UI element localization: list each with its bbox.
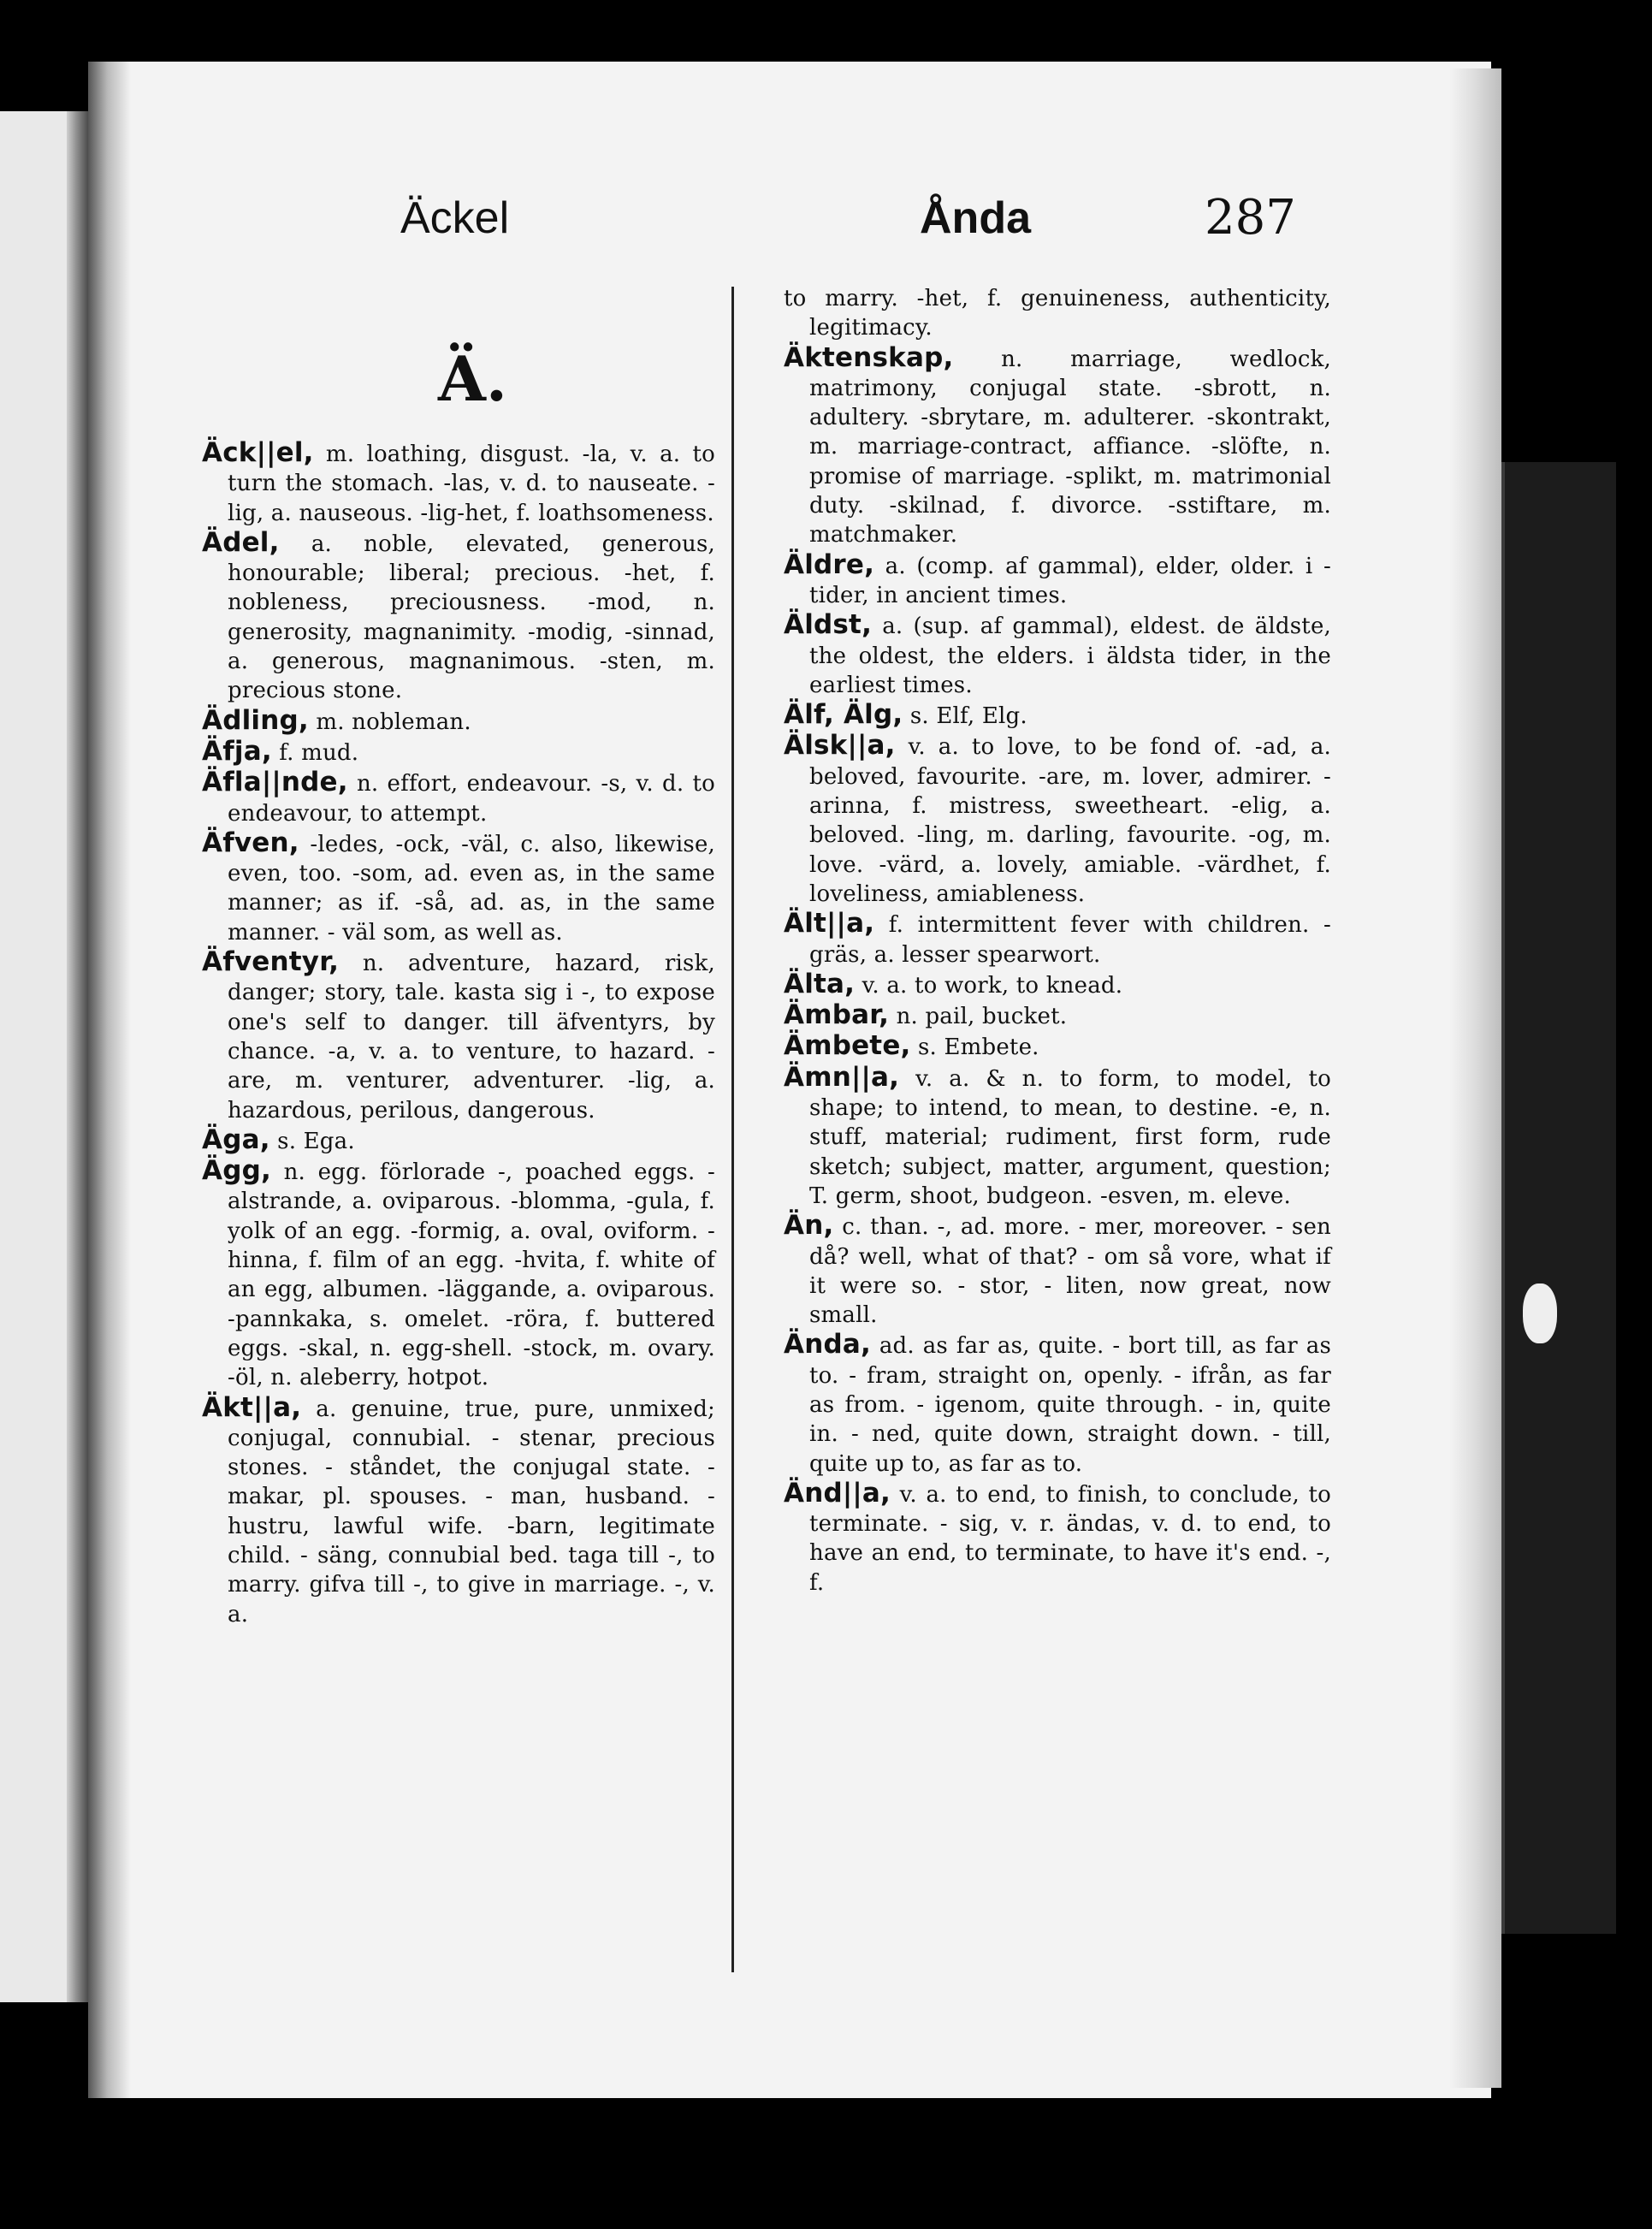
entry-definition: a. (sup. af gammal), eldest. de äldste, the oldest, the elders. i äldsta tider, in the earliest times. bbox=[809, 614, 1331, 698]
dictionary-entry bbox=[784, 969, 1331, 1000]
paper-damage bbox=[1523, 1283, 1557, 1343]
entry-headword: Äfla||nde, bbox=[202, 767, 348, 798]
dictionary-entry bbox=[784, 731, 1331, 909]
left-running-head: Äckel bbox=[400, 193, 510, 243]
page-number: 287 bbox=[1205, 190, 1296, 246]
left-column bbox=[202, 438, 715, 1629]
dictionary-entry bbox=[202, 737, 715, 768]
entry-headword: Älta, bbox=[784, 968, 856, 999]
entry-definition: a. noble, elevated, generous, honourable; liberal; precious. -het, f. nobleness, preciousness. -mod, n. generosity, magnanimity. -modig, -sinnad, a. generous, magnanimous. -sten, m. precious stone. bbox=[228, 531, 715, 704]
book-cover bbox=[1501, 462, 1616, 1934]
entry-definition: n. pail, bucket. bbox=[896, 1004, 1068, 1030]
page-edge-stack bbox=[1450, 68, 1501, 2088]
entry-headword: Äfven, bbox=[202, 827, 299, 858]
entry-definition: v. a. to end, to finish, to conclude, to terminate. - sig, v. r. ändas, v. d. to end, to have an end, to terminate, to have it's end. -, f. bbox=[809, 1481, 1331, 1596]
entry-definition: ad. as far as, quite. - bort till, as far as to. - fram, straight on, openly. - ifrån, as far as from. - igenom, quite through. - in, quite in. - ned, quite down, straight down. - till, quite up to, as far as to. bbox=[809, 1333, 1331, 1477]
dictionary-entry bbox=[202, 438, 715, 528]
dictionary-entry bbox=[784, 909, 1331, 969]
dictionary-entry bbox=[202, 528, 715, 706]
entry-headword: Ält||a, bbox=[784, 908, 875, 940]
dictionary-entry bbox=[784, 1031, 1331, 1062]
entry-headword: Ägg, bbox=[202, 1155, 271, 1187]
entry-definition: s. Elf, Elg. bbox=[909, 703, 1027, 730]
entry-definition: v. a. to work, to knead. bbox=[862, 972, 1123, 999]
dictionary-entry bbox=[202, 1393, 715, 1629]
entry-headword: Äfventyr, bbox=[202, 946, 340, 978]
entry-definition: v. a. to love, to be fond of. -ad, a. beloved, favourite. -are, m. lover, admirer. -arinna, f. mistress, sweetheart. -elig, a. beloved. -ling, m. darling, favourite. -og, m. love. -värd, a. lovely, amiable. -värdhet, f. loveliness, amiableness. bbox=[809, 734, 1331, 907]
dictionary-entry bbox=[202, 768, 715, 828]
entry-headword: Ädel, bbox=[202, 526, 280, 558]
entry-headword: Älsk||a, bbox=[784, 730, 896, 762]
entry-headword: Äktenskap, bbox=[784, 341, 954, 373]
entry-headword: Ädling, bbox=[202, 704, 309, 736]
entry-definition: m. nobleman. bbox=[316, 708, 471, 735]
entry-headword: Än, bbox=[784, 1210, 834, 1242]
dictionary-entry bbox=[784, 282, 1331, 343]
entry-headword: Äldst, bbox=[784, 609, 873, 641]
entry-definition: n. marriage, wedlock, matrimony, conjugal state. -sbrott, n. adultery. -sbrytare, m. adulterer. -skontrakt, m. marriage-contract, affiance. -slöfte, n. promise of marriage. -splikt, m. matrimonial duty. -skilnad, f. divorce. -sstiftare, m. matchmaker. bbox=[809, 346, 1332, 548]
dictionary-entry bbox=[202, 1125, 715, 1156]
entry-headword: Älf, Älg, bbox=[784, 699, 903, 731]
entry-definition: s. Embete. bbox=[918, 1034, 1039, 1061]
dictionary-entry bbox=[784, 550, 1331, 611]
entry-definition: v. a. & n. to form, to model, to shape; to intend, to mean, to destine. -e, n. stuff, material; rudiment, first form, rude sketch; subject, matter, argument, question; T. germ, shoot, budgeon. -esven, m. eleve. bbox=[809, 1065, 1332, 1209]
section-letter: Ä. bbox=[438, 342, 507, 415]
entry-headword: Änd||a, bbox=[784, 1477, 891, 1509]
entry-definition: s. Ega. bbox=[277, 1128, 355, 1154]
page-gutter bbox=[88, 62, 131, 2098]
dictionary-entry bbox=[202, 947, 715, 1125]
right-column bbox=[784, 282, 1331, 1598]
dictionary-entry bbox=[784, 1000, 1331, 1031]
entry-definition: to marry. -het, f. genuineness, authenticity, legitimacy. bbox=[784, 286, 1331, 341]
dictionary-entry bbox=[202, 828, 715, 947]
entry-headword: Ämbar, bbox=[784, 999, 890, 1031]
entry-headword: Äck||el, bbox=[202, 437, 314, 468]
entry-definition: a. genuine, true, pure, unmixed; conjugal, connubial. - stenar, precious stones. - ståndet, the conjugal state. - makar, pl. spouses. - man, husband. -hustru, lawful wife. -barn, legitimate child. - säng, connubial bed. taga till -, to marry. gifva till -, to give in marriage. -, v. a. bbox=[228, 1396, 715, 1627]
entry-definition: f. intermittent fever with children. -gräs, a. lesser spearwort. bbox=[809, 912, 1332, 968]
entry-headword: Ämbete, bbox=[784, 1030, 911, 1062]
entry-headword: Ända, bbox=[784, 1329, 871, 1361]
dictionary-entry bbox=[784, 1211, 1331, 1330]
entry-headword: Ämn||a, bbox=[784, 1061, 900, 1093]
previous-page-edge bbox=[0, 111, 77, 2002]
dictionary-entry bbox=[784, 343, 1331, 550]
entry-headword: Äkt||a, bbox=[202, 1391, 302, 1423]
entry-definition: c. than. -, ad. more. - mer, moreover. - sen då? well, what of that? - om så vore, what if it were so. - stor, - liten, now great, now small. bbox=[809, 1214, 1332, 1329]
dictionary-entry bbox=[202, 706, 715, 737]
entry-definition: n. adventure, hazard, risk, danger; story, tale. kasta sig i -, to expose one's self to danger. till äfventyrs, by chance. -a, v. a. to venture, to hazard. -are, m. venturer, adventurer. -lig, a. hazardous, perilous, dangerous. bbox=[228, 951, 715, 1123]
dictionary-entry bbox=[202, 1156, 715, 1392]
right-running-head: Ånda bbox=[920, 193, 1031, 243]
dictionary-entry bbox=[784, 610, 1331, 700]
entry-definition: n. effort, endeavour. -s, v. d. to endeavour, to attempt. bbox=[228, 771, 715, 827]
dictionary-entry bbox=[784, 1063, 1331, 1211]
column-divider bbox=[731, 287, 734, 1972]
dictionary-entry bbox=[784, 1479, 1331, 1598]
entry-definition: f. mud. bbox=[279, 739, 359, 766]
entry-headword: Äga, bbox=[202, 1123, 270, 1155]
entry-definition: a. (comp. af gammal), elder, older. i - tider, in ancient times. bbox=[809, 553, 1331, 608]
dictionary-entry bbox=[784, 1330, 1331, 1478]
dictionary-entry bbox=[784, 700, 1331, 731]
entry-headword: Äfja, bbox=[202, 735, 272, 767]
entry-headword: Äldre, bbox=[784, 548, 875, 580]
entry-definition: m. loathing, disgust. -la, v. a. to turn the stomach. -las, v. d. to nauseate. -lig, a. nauseous. -lig-het, f. loathsomeness. bbox=[228, 442, 715, 526]
entry-definition: n. egg. förlorade -, poached eggs. -alstrande, a. oviparous. -blomma, -gula, f. yolk of an egg. -formig, a. oval, oviform. -hinna, f. film of an egg. -hvita, f. white of an egg, albumen. -läggande, a. oviparous. -pannkaka, s. omelet. -röra, f. buttered eggs. -skal, n. egg-shell. -stock, m. ovary. -öl, n. aleberry, hotpot. bbox=[228, 1159, 716, 1391]
entry-definition: -ledes, -ock, -väl, c. also, likewise, even, too. -som, ad. even as, in the same manner; as if. -så, ad. as, in the same manner. - väl som, as well as. bbox=[228, 831, 715, 946]
